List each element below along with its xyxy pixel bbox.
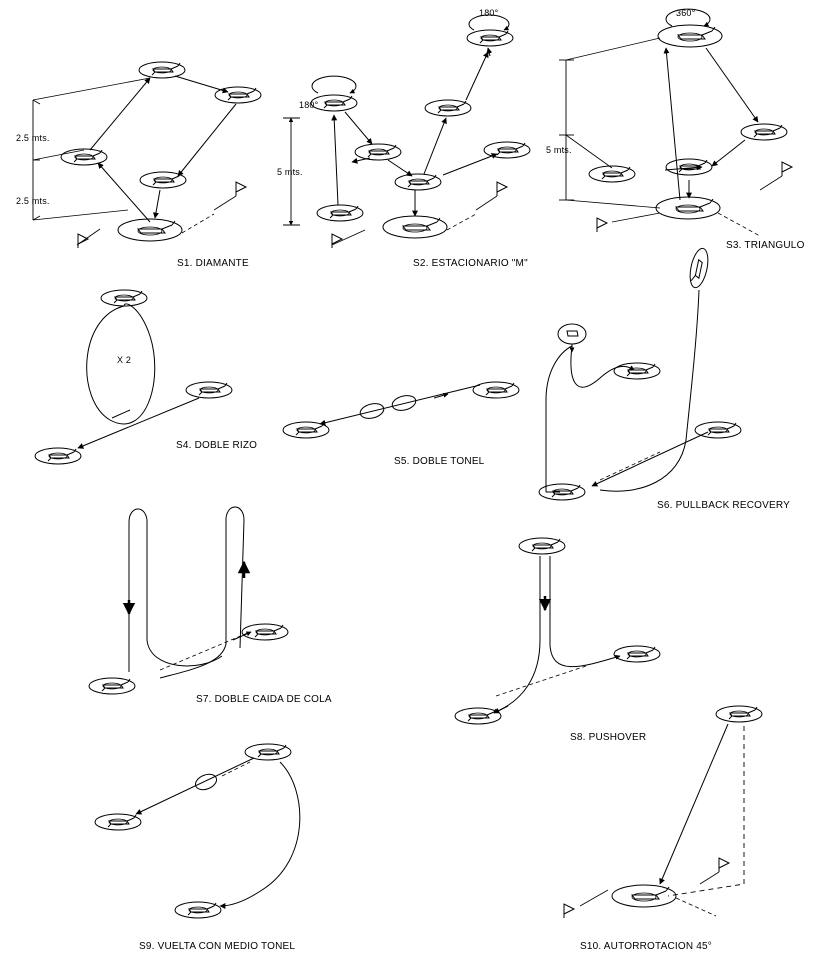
s6-title: S6. PULLBACK RECOVERY: [657, 500, 790, 511]
s9-title: S9. VUELTA CON MEDIO TONEL: [139, 941, 296, 952]
s2-annotation-0: 180°: [299, 100, 319, 110]
s2-annotation-1: 180°: [479, 8, 499, 18]
figure-s4-doble-rizo: [35, 290, 232, 464]
s4-title: S4. DOBLE RIZO: [176, 440, 258, 451]
s4-annotation-0: X 2: [117, 355, 132, 365]
figure-s9-vuelta-con-medio-tonel: [95, 744, 300, 918]
s3-annotation-0: 360°: [676, 8, 696, 18]
s1-title: S1. DIAMANTE: [177, 258, 249, 269]
s1-annotation-1: 2.5 mts.: [16, 196, 50, 206]
figure-s2-estacionario-m: [283, 15, 530, 248]
s7-title: S7. DOBLE CAIDA DE COLA: [196, 694, 332, 705]
s2-annotation-2: 5 mts.: [277, 167, 303, 177]
s2-title: S2. ESTACIONARIO "M": [413, 258, 528, 269]
figure-s3-triangulo: [559, 9, 792, 236]
s10-title: S10. AUTORROTACION 45°: [580, 941, 712, 952]
figure-s6-pullback-recovery: [539, 247, 741, 500]
figure-s7-doble-caida-de-cola: [89, 507, 288, 694]
s5-title: S5. DOBLE TONEL: [394, 456, 485, 467]
s8-title: S8. PUSHOVER: [570, 732, 647, 743]
s1-annotation-0: 2.5 mts.: [16, 133, 50, 143]
s3-annotation-1: 5 mts.: [546, 145, 572, 155]
figure-s8-pushover: [455, 538, 660, 724]
figure-s1-diamante: [33, 62, 261, 248]
figure-s5-doble-tonel: [283, 382, 519, 438]
s3-title: S3. TRIANGULO: [726, 240, 805, 251]
